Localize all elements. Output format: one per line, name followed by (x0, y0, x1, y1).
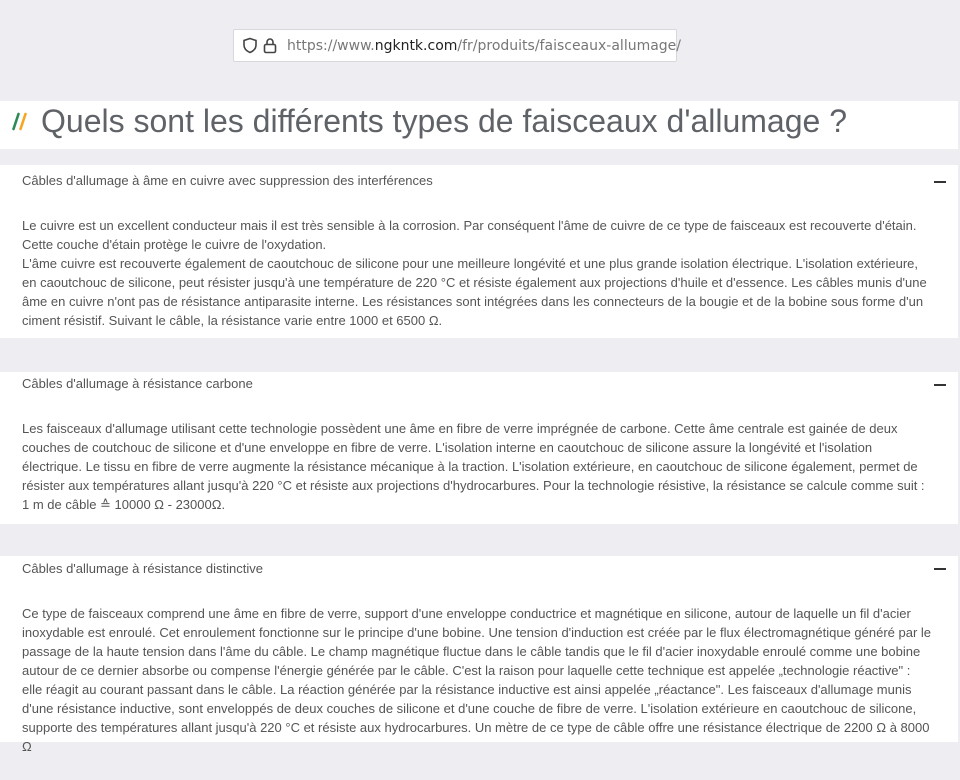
accordion-header-inductive[interactable]: Câbles d'allumage à résistance distinctive (22, 561, 263, 576)
paragraph: Le cuivre est un excellent conducteur mais il est très sensible à la corrosion. Par conséquent l'âme de cuivre de ce type de faisceaux est recouverte d'étain. Cette couche d'étain protège le cuivre de l'oxydation. (22, 218, 917, 252)
accordion-panel-carbon (0, 372, 958, 524)
page-title: Quels sont les différents types de faisceaux d'allumage ? (41, 103, 847, 139)
paragraph: L'âme cuivre est recouverte également de caoutchouc de silicone pour une meilleure longévité et une plus grande isolation électrique. L'isolation extérieure, en caoutchouc de silicone, peut résister jusqu'à une température de 220 °C et résiste également aux projections d'huile et d'essence. Les câbles munis d'une âme en cuivre n'ont pas de résistance antiparasite interne. Les résistances sont intégrées dans les connecteurs de la bougie et de la bobine sous forme d'un ciment résistif. Suivant le câble, la résistance varie entre 1000 et 6500 Ω. (22, 256, 927, 328)
accordion-panel-copper (0, 165, 958, 338)
url-path: /fr/produits/faisceaux-allumage/ (457, 37, 682, 54)
collapse-icon[interactable] (934, 384, 946, 386)
accordion-body-carbon (22, 419, 932, 514)
accordion-header-copper[interactable]: Câbles d'allumage à âme en cuivre avec suppression des interférences (22, 173, 433, 188)
lock-icon[interactable] (263, 37, 277, 55)
accordion-panel-inductive (0, 556, 958, 754)
double-slash-icon (12, 111, 28, 131)
url-host: ngkntk.com (374, 37, 458, 54)
address-bar[interactable] (233, 29, 682, 62)
collapse-icon[interactable] (934, 568, 946, 570)
shield-icon[interactable] (242, 37, 258, 55)
collapse-icon[interactable] (934, 181, 946, 183)
url-prefix: https://www. (287, 37, 375, 54)
accordion-body-copper (22, 216, 932, 330)
accordion-header-carbon[interactable]: Câbles d'allumage à résistance carbone (22, 376, 253, 391)
paragraph: Ce type de faisceaux comprend une âme en fibre de verre, support d'une enveloppe conductrice et magnétique en silicone, autour de laquelle un fil d'acier inoxydable est enroulé. Cet enroulement fonctionne sur le principe d'une bobine. Une tension d'induction est créée par le flux électromagnétique généré par le passage de la haute tension dans l'âme du câble. Le champ magnétique fluctue dans le câble tandis que le fil d'acier inoxydable enroulé comme une bobine autour de ce dernier absorbe ou compense l'énergie générée par le câble. C'est la raison pour laquelle cette technique est appelée „technologie réactive" : elle réagit au courant passant dans le câble. La réaction générée par la résistance inductive est ainsi appelée „réactance". Les faisceaux d'allumage munis d'une résistance inductive, sont enveloppés de deux couches de silicone et d'une couche de fibre de verre. L'isolation extérieure en caoutchouc de silicone, supporte des températures allant jusqu'à 220 °C et résiste aux hydrocarbures. Un mètre de ce type de câble offre une résistance électrique de 2200 Ω à 8000 Ω (22, 606, 932, 754)
paragraph: Les faisceaux d'allumage utilisant cette technologie possèdent une âme en fibre de verre imprégnée de carbone. Cette âme centrale est gainée de deux couches de coutchouc de silicone et d'une enveloppe en fibre de verre. L'isolation interne en caoutchouc de silicone assure la longévité et l'isolation électrique. Le tissu en fibre de verre augmente la résistance mécanique à la traction. L'isolation extérieure, en caoutchouc de silicone également, permet de résister aux températures allant jusqu'à 220 °C et résiste aux projections d'hydrocarbures. Pour la technologie résistive, la résistance se calcule comme suit : 1 m de câble ≙ 10000 Ω - 23000Ω. (22, 421, 925, 512)
url-text[interactable] (287, 38, 681, 54)
accordion-body-inductive (22, 604, 932, 756)
